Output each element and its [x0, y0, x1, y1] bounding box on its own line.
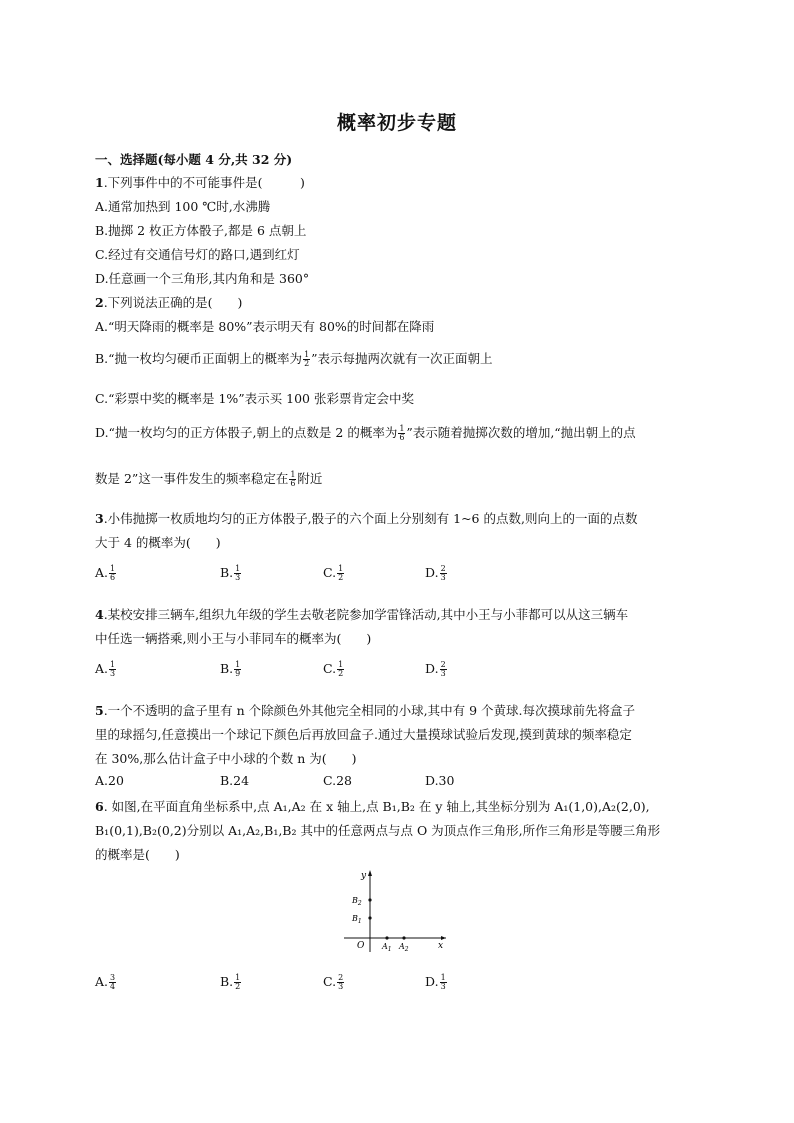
question-6-stem-continued: B₁(0,1),B₂(0,2)分别以 A₁,A₂,B₁,B₂ 其中的任意两点与点 O 为顶点作三角形,所作三角形是等腰三角形: [95, 823, 661, 838]
fraction: $\frac{1}{6}$: [399, 424, 405, 442]
question-3-option-b: B. $\frac{1}{3}$: [220, 564, 241, 582]
question-4-option-c: C. $\frac{1}{2}$: [323, 660, 344, 678]
question-5-option-c: C.28: [323, 773, 352, 788]
question-number: 2: [95, 295, 104, 310]
question-4-stem: 4.某校安排三辆车,组织九年级的学生去敬老院参加学雷锋活动,其中小王与小菲都可以从这三辆车: [95, 607, 629, 622]
question-number: 4: [95, 607, 104, 622]
fraction: $\frac{1}{2}$: [235, 973, 241, 991]
origin-label: O: [357, 941, 365, 951]
b1-label: $B_1$: [352, 914, 362, 925]
fraction: $\frac{3}{4}$: [110, 973, 116, 991]
question-5-stem-continued: 在 30%,那么估计盒子中小球的个数 n 为( ): [95, 751, 357, 766]
fraction: $\frac{1}{2}$: [338, 564, 344, 582]
question-3-option-c: C. $\frac{1}{2}$: [323, 564, 344, 582]
question-4-stem-continued: 中任选一辆搭乘,则小王与小菲同车的概率为( ): [95, 631, 372, 646]
fraction: $\frac{1}{3}$: [440, 973, 446, 991]
question-3-option-d: D. $\frac{2}{3}$: [425, 564, 446, 582]
x-axis-arrow: [441, 936, 446, 940]
page-title: 概率初步专题: [336, 112, 457, 134]
question-5-option-a: A.20: [95, 773, 124, 788]
question-2-option-d: D.“抛一枚均匀的正方体骰子,朝上的点数是 2 的概率为 $\frac{1}{6}$ ”表示随着抛掷次数的增加,“抛出朝上的点: [95, 424, 636, 442]
question-1-option-b: B.抛掷 2 枚正方体骰子,都是 6 点朝上: [95, 223, 307, 238]
fraction: $\frac{2}{3}$: [440, 564, 446, 582]
fraction: $\frac{1}{6}$: [290, 470, 296, 488]
coordinate-figure: [338, 866, 450, 956]
y-axis-arrow: [368, 870, 372, 876]
question-number: 1: [95, 175, 104, 190]
question-4-option-d: D. $\frac{2}{3}$: [425, 660, 446, 678]
point-b1: [368, 916, 371, 919]
fraction: $\frac{2}{3}$: [338, 973, 344, 991]
question-number: 3: [95, 511, 104, 526]
question-5-stem: 5.一个不透明的盒子里有 n 个除颜色外其他完全相同的小球,其中有 9 个黄球.每次摸球前先将盒子: [95, 703, 636, 718]
point-a1: [385, 936, 388, 939]
a2-label: $A_2$: [399, 942, 409, 953]
x-label: x: [438, 941, 444, 951]
fraction: $\frac{1}{3}$: [235, 564, 241, 582]
question-2-option-b: B.“抛一枚均匀硬币正面朝上的概率为 $\frac{1}{2}$ ”表示每抛两次就有一次正面朝上: [95, 350, 493, 368]
question-1-option-c: C.经过有交通信号灯的路口,遇到红灯: [95, 247, 300, 262]
question-5-stem-continued: 里的球摇匀,任意摸出一个球记下颜色后再放回盒子.通过大量摸球试验后发现,摸到黄球的频率稳定: [95, 727, 632, 742]
question-2-stem: 2.下列说法正确的是( ): [95, 295, 243, 310]
fraction: $\frac{1}{6}$: [110, 564, 116, 582]
question-4-option-b: B. $\frac{1}{9}$: [220, 660, 241, 678]
question-6-stem-continued: 的概率是( ): [95, 847, 180, 862]
question-6-option-a: A. $\frac{3}{4}$: [95, 973, 116, 991]
question-3-stem: 3.小伟抛掷一枚质地均匀的正方体骰子,骰子的六个面上分别刻有 1~6 的点数,则向上的一面的点数: [95, 511, 638, 526]
question-number: 5: [95, 703, 104, 718]
question-4-option-a: A. $\frac{1}{3}$: [95, 660, 116, 678]
question-6-option-c: C. $\frac{2}{3}$: [323, 973, 344, 991]
fraction: $\frac{1}{3}$: [110, 660, 116, 678]
question-6-option-b: B. $\frac{1}{2}$: [220, 973, 241, 991]
point-b2: [368, 898, 371, 901]
question-6-option-d: D. $\frac{1}{3}$: [425, 973, 446, 991]
question-5-option-b: B.24: [220, 773, 250, 788]
fraction: $\frac{1}{2}$: [338, 660, 344, 678]
b2-label: $B_2$: [352, 896, 362, 907]
question-2-option-c: C.“彩票中奖的概率是 1%”表示买 100 张彩票肯定会中奖: [95, 391, 414, 406]
fraction: $\frac{1}{9}$: [235, 660, 241, 678]
fraction: $\frac{1}{2}$: [304, 350, 310, 368]
question-number: 6: [95, 799, 104, 814]
fraction: $\frac{2}{3}$: [440, 660, 446, 678]
point-a2: [402, 936, 405, 939]
question-6-stem: 6. 如图,在平面直角坐标系中,点 A₁,A₂ 在 x 轴上,点 B₁,B₂ 在 y 轴上,其坐标分别为 A₁(1,0),A₂(2,0),: [95, 799, 650, 814]
question-1-option-a: A.通常加热到 100 ℃时,水沸腾: [95, 199, 271, 214]
question-1-option-d: D.任意画一个三角形,其内角和是 360°: [95, 271, 310, 286]
question-3-option-a: A. $\frac{1}{6}$: [95, 564, 116, 582]
a1-label: $A_1$: [382, 942, 392, 953]
question-2-option-d-continued: 数是 2”这一事件发生的频率稳定在 $\frac{1}{6}$ 附近: [95, 470, 323, 488]
question-2-option-a: A.“明天降雨的概率是 80%”表示明天有 80%的时间都在降雨: [95, 319, 435, 334]
section-heading: 一、选择题(每小题 4 分,共 32 分): [95, 152, 293, 167]
y-label: y: [361, 871, 367, 881]
question-3-stem-continued: 大于 4 的概率为( ): [95, 535, 221, 550]
question-5-option-d: D.30: [425, 773, 455, 788]
question-1-stem: 1.下列事件中的不可能事件是( ): [95, 175, 305, 190]
